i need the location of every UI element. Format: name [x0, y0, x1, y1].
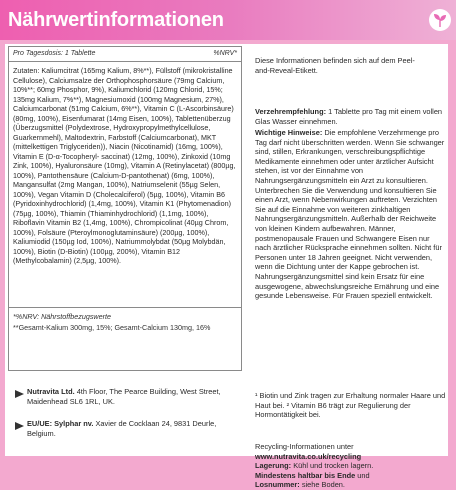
- table-footer: [9, 307, 241, 373]
- warning-label: Wichtige Hinweise:: [255, 128, 323, 137]
- dose-label: Pro Tagesdosis: 1 Tablette: [13, 50, 96, 57]
- recycle-intro: Recycling-Informationen unter: [255, 442, 354, 451]
- ingredients-text: Zutaten: Kaliumcitrat (165mg Kalium, 8%**), Füllstoff (mikrokristalline Cellulose), Calciumsalze der Orthophosphorsäure (79mg Calcium, 10%**; 60mg Phosphor, 9%), Kaliumchlorid (120mg Chlorid, 15%; 135mg Kalium, 7%**), Magnesiumoxid (100mg Magnesium, 27%), Calciumcarbonat (51mg Calcium, 6%**), Vitamin C (L-Ascorbinsäure) (80mg, 100%), Eisenfumarat (14mg Eisen, 100%), Tablettenüberzug (Überzugsmittel (Polydextrose, Hydroxypropylmethylcellulose, Guarkernmehl), Maltodextrin, Farbstoff (Calciumcarbonat), MKT (mittelkettigen Triglyceriden)), Niacin (Nicotinamid) (16mg, 100%), Vitamin E (D-α-Tocopheryl- saccinat) (12mg, 100%), Zinkoxid (10mg Zink, 100%), Hyaluronsäure (10mg), Vitamin A (Retinylacetat) (800µg, 100%), Pantothensäure (Calcium-D-pantothenat) (6mg, 100%), Mangansulfat (2mg Mangan, 100%), Natriumselenit (55µg Selen, 100%), Vegan Vitamin D (Cholecalciferol) (5µg, 100%), Vitamin B6 (Pyridoxinhydrochlorid) (1,4mg, 100%), Vitamin K1 (Phytomenadion) (75µg, 100%), Thiamin (Thiaminhydrochlorid) (1,1mg, 100%), Riboflavin Vitamin B2 (1,4mg, 100%), Chrompicolinat (40µg Chrom, 100%), Folsäure (Pteroylmonoglutaminsäure) (200µg, 100%), Kaliumiodid (150µg Iod, 100%), Natriummolybdat (50µg Molybdän, 100%), Biotin (D-Biotin) (100µg, 200%), Vitamin B12 (Methylcobalamin) (2,5µg, 100%).: [13, 66, 236, 265]
- header-banner: [0, 0, 456, 40]
- recycling-paragraph: [255, 442, 373, 490]
- warning-paragraph: [255, 128, 447, 301]
- info-text: Diese Informationen befinden sich auf dem Peel-and-Reveal-Etikett.: [255, 56, 415, 75]
- dosage-label: Verzehrempfehlung:: [255, 107, 327, 116]
- eu-address-text: Xavier de Cocklaan 24, 9831 Deurle, Belgium.: [27, 419, 217, 438]
- dosage-paragraph: [255, 107, 447, 126]
- bbd-label: Mindestens haltbar bis Ende: [255, 470, 356, 480]
- bbd-and: und: [355, 470, 370, 480]
- eu-company-label: EU/UE: Sylphar nv.: [27, 419, 94, 428]
- nutrition-table: [8, 46, 242, 371]
- lot-label: Losnummer:: [255, 480, 300, 490]
- dosage-text: 1 Tablette pro Tag mit einem vollen Glas Wasser einnehmen.: [255, 107, 443, 126]
- flag-marker-icon: [15, 422, 24, 430]
- label-panel: [5, 44, 448, 490]
- storage-label: Lagerung:: [255, 461, 292, 471]
- leaf-logo-icon: [429, 9, 451, 31]
- uk-company-address: [27, 387, 232, 406]
- uk-address-text: 4th Floor, The Pearce Building, West Street, Maidenhead SL6 1RL, UK.: [27, 387, 221, 406]
- nrv-note: *%NRV: Nährstoffbezugswerte: [13, 312, 112, 321]
- footnote-text: ¹ Biotin und Zink tragen zur Erhaltung normaler Haare und Haut bei. ² Vitamin B6 trägt zur Regulierung der Hormontätigkeit bei.: [255, 391, 446, 420]
- table-header: [9, 47, 241, 62]
- warning-text: Die empfohlene Verzehrmenge pro Tag darf nicht überschritten werden. Wenn Sie schwanger sind, stillen, Erkrankungen, verschreibungspflichtige Medikamente einnehmen oder unter ärztlicher Aufsicht stehen, ist vor der Einnahme von Nahrungsergänzungsmitteln ein Arzt zu konsultieren. Unterbrechen Sie die Verwendung und konsultieren Sie einen Arzt, wenn Nebenwirkungen auftreten. Verzichten Sie auf die Einnahme von weiteren zinkhaltigen Nahrungsergänzungsmitteln. Außerhalb der Reichweite von kleinen Kindern aufbewahren. Männer, postmenopausale Frauen und Schwangere Eisen nur nach ärztlicher Rücksprache einnehmen sollten. Nicht für Personen unter 18 Jahren geeignet. Nicht verwenden, wenn die Dichtung unter der Kappe gebrochen ist. Nahrungsergänzungsmittel sind kein Ersatz für eine ausgewogene, abwechslungsreiche Ernährung und eine gesunde Lebensweise. Für Frauen speziell entwickelt.: [255, 128, 445, 301]
- recycle-url: www.nutravita.co.uk/recycling: [255, 451, 362, 461]
- storage-text: Kühl und trocken lagern.: [291, 461, 374, 471]
- nrv-header: %NRV*: [213, 50, 237, 57]
- eu-company-address: [27, 419, 232, 438]
- lot-text: siehe Boden.: [299, 480, 345, 490]
- totals-note: **Gesamt-Kalium 300mg, 15%; Gesamt-Calcium 130mg, 16%: [13, 323, 211, 332]
- page-title: Nährwertinformationen: [8, 9, 224, 31]
- uk-company-name: Nutravita Ltd.: [27, 387, 75, 396]
- flag-marker-icon: [15, 390, 24, 398]
